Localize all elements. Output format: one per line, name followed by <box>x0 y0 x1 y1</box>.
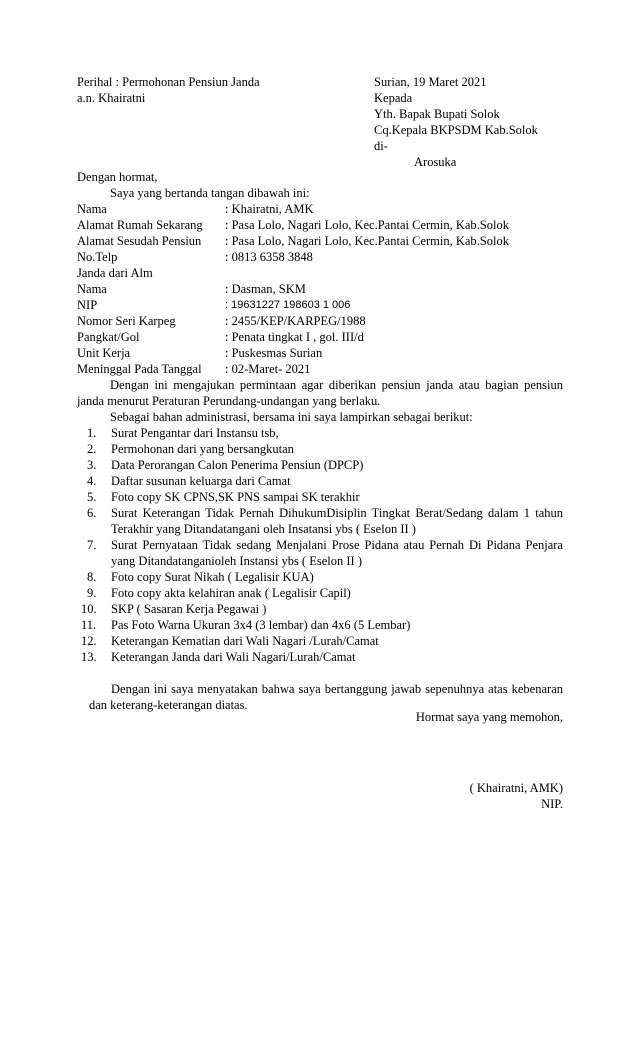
field-value: : Pasa Lolo, Nagari Lolo, Kec.Pantai Cermin, Kab.Solok <box>225 218 509 232</box>
field-row <box>77 313 563 329</box>
list-item <box>77 569 563 585</box>
subject-block <box>77 74 347 106</box>
list-number: 5. <box>87 490 97 504</box>
list-text: Surat Keterangan Tidak Pernah DihukumDisiplin Tingkat Berat/Sedang dalam 1 tahun Terakhir yang Ditandatangani oleh Insatansi ybs ( Eselon II ) <box>111 506 563 536</box>
salutation-text: Hormat saya yang memohon, <box>415 710 563 724</box>
field-row <box>77 249 563 265</box>
list-item <box>77 457 563 473</box>
list-text: Pas Foto Warna Ukuran 3x4 (3 lembar) dan 4x6 (5 Lembar) <box>111 618 411 632</box>
list-text: Surat Pengantar dari Instansu tsb, <box>111 426 279 440</box>
list-number: 4. <box>87 474 97 488</box>
list-text: SKP ( Sasaran Kerja Pegawai ) <box>111 602 267 616</box>
subject-line: Perihal : Permohonan Pensiun Janda <box>77 75 260 89</box>
field-row <box>77 345 563 361</box>
list-item <box>77 617 563 633</box>
list-number: 1. <box>87 426 97 440</box>
list-text: Permohonan dari yang bersangkutan <box>111 442 294 456</box>
list-number: 12. <box>81 634 97 648</box>
list-item <box>77 537 563 569</box>
field-label: Nomor Seri Karpeg <box>77 314 176 328</box>
field-row <box>77 201 563 217</box>
janda-label: Janda dari Alm <box>77 266 153 280</box>
field-row <box>77 281 563 297</box>
on-behalf-line: a.n. Khairatni <box>77 91 146 105</box>
field-row <box>77 297 563 313</box>
attachments-intro: Sebagai bahan administrasi, bersama ini saya lampirkan sebagai berikut: <box>110 410 473 424</box>
list-item <box>77 441 563 457</box>
list-number: 11. <box>81 618 97 632</box>
field-value: : 2455/KEP/KARPEG/1988 <box>225 314 366 328</box>
list-item <box>77 473 563 489</box>
list-item <box>77 585 563 601</box>
list-text: Keterangan Kematian dari Wali Nagari /Lurah/Camat <box>111 634 379 648</box>
field-row <box>77 361 563 377</box>
attachments-list <box>77 425 563 665</box>
field-label: Meninggal Pada Tanggal <box>77 362 202 376</box>
list-item <box>77 601 563 617</box>
signature-block <box>263 780 563 812</box>
request-paragraph: Dengan ini mengajukan permintaan agar diberikan pensiun janda atau bagian pensiun janda menurut Peraturan Perundang-undangan yang berlaku. <box>77 378 563 408</box>
list-item <box>77 425 563 441</box>
field-label: Nama <box>77 202 107 216</box>
list-text: Surat Pernyataan Tidak sedang Menjalani Prose Pidana atau Pernah Di Pidana Penjara yang Ditandatanganioleh Instansi ybs ( Eselon II ) <box>111 538 563 568</box>
recipient-di: di- <box>374 139 388 153</box>
list-item <box>77 489 563 505</box>
deceased-fields <box>77 281 563 377</box>
list-text: Foto copy akta kelahiran anak ( Legalisir Capil) <box>111 586 351 600</box>
recipient-city: Arosuka <box>414 155 457 169</box>
field-value: : 19631227 198603 1 006 <box>225 299 351 311</box>
signature-salutation <box>263 709 563 725</box>
field-row <box>77 233 563 249</box>
list-item <box>77 649 563 665</box>
field-value: : Dasman, SKM <box>225 282 306 296</box>
list-number: 13. <box>81 650 97 664</box>
greeting: Dengan hormat, <box>77 170 158 184</box>
kepada-line: Kepada <box>374 91 413 105</box>
applicant-fields <box>77 201 563 265</box>
letter-body <box>77 169 563 713</box>
intro-line: Saya yang bertanda tangan dibawah ini: <box>110 186 310 200</box>
field-value: : Pasa Lolo, Nagari Lolo, Kec.Pantai Cermin, Kab.Solok <box>225 234 509 248</box>
place-date: Surian, 19 Maret 2021 <box>374 75 487 89</box>
field-label: Alamat Sesudah Pensiun <box>77 234 202 248</box>
list-number: 7. <box>87 538 97 552</box>
field-value: : Puskesmas Surian <box>225 346 323 360</box>
field-label: No.Telp <box>77 250 118 264</box>
closing-paragraph: Dengan ini saya menyatakan bahwa saya bertanggung jawab sepenuhnya atas kebenaran dan keterang-keterangan diatas. <box>89 682 563 712</box>
signer-nip: NIP. <box>541 797 563 811</box>
list-text: Keterangan Janda dari Wali Nagari/Lurah/Camat <box>111 650 356 664</box>
field-label: NIP <box>77 298 98 312</box>
list-text: Data Perorangan Calon Penerima Pensiun (DPCP) <box>111 458 364 472</box>
recipient-block <box>374 74 574 170</box>
list-item <box>77 633 563 649</box>
list-number: 8. <box>87 570 97 584</box>
recipient-cq: Cq.Kepala BKPSDM Kab.Solok <box>374 123 538 137</box>
field-label: Alamat Rumah Sekarang <box>77 218 203 232</box>
recipient-name: Yth. Bapak Bupati Solok <box>374 107 500 121</box>
field-label: Unit Kerja <box>77 346 131 360</box>
list-number: 10. <box>81 602 97 616</box>
field-label: Nama <box>77 282 107 296</box>
list-number: 3. <box>87 458 97 472</box>
list-text: Daftar susunan keluarga dari Camat <box>111 474 291 488</box>
list-number: 9. <box>87 586 97 600</box>
field-value: : 02-Maret- 2021 <box>225 362 311 376</box>
list-text: Foto copy Surat Nikah ( Legalisir KUA) <box>111 570 314 584</box>
field-value: : Penata tingkat I , gol. III/d <box>225 330 364 344</box>
signer-name: ( Khairatni, AMK) <box>469 781 563 795</box>
field-row <box>77 217 563 233</box>
field-row <box>77 329 563 345</box>
list-number: 6. <box>87 506 97 520</box>
list-text: Foto copy SK CPNS,SK PNS sampai SK terakhir <box>111 490 360 504</box>
list-item <box>77 505 563 537</box>
field-value: : 0813 6358 3848 <box>225 250 313 264</box>
list-number: 2. <box>87 442 97 456</box>
field-value: : Khairatni, AMK <box>225 202 314 216</box>
field-label: Pangkat/Gol <box>77 330 140 344</box>
